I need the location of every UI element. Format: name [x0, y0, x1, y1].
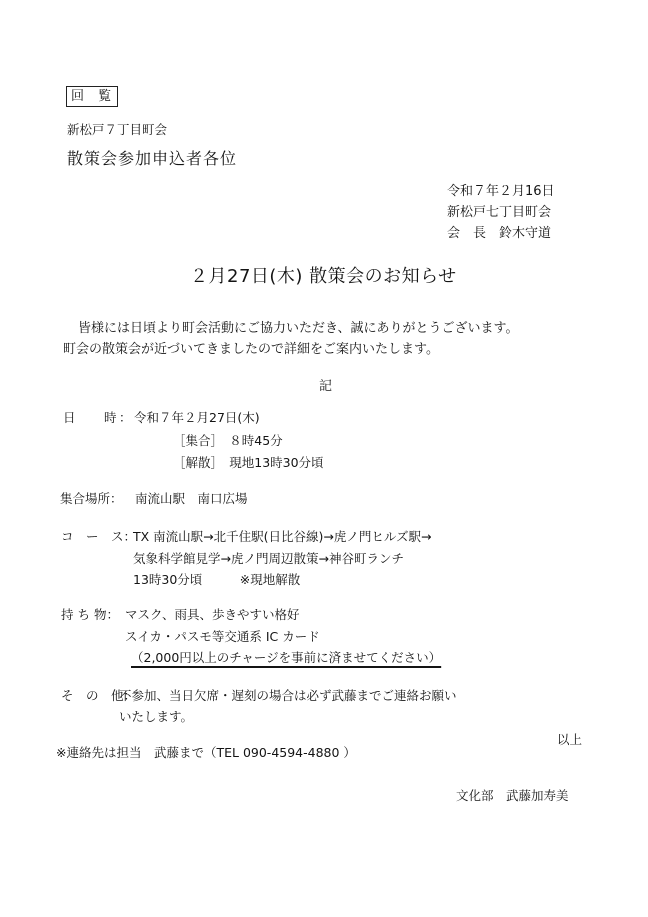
intro-line-2: 町会の散策会が近づいてきましたので詳細をご案内いたします。 [63, 342, 439, 357]
dismiss-time: ［解散］ 現地13時30分頃 [173, 455, 324, 470]
items-charge-note: （2,000円以上のチャージを事前に済ませてください） [131, 650, 442, 665]
intro-line-1: 皆様には日頃より町会活動にご協力いただき、誠にありがとうございます。 [78, 321, 519, 336]
sender-block [447, 181, 555, 244]
datetime-label-a: 日 [63, 410, 76, 425]
course-line-3: 13時30分頃 ※現地解散 [133, 572, 301, 587]
sender-chair: 会 長 鈴木守道 [447, 226, 552, 241]
contact-note: ※連絡先は担当 武藤まで（TEL 090-4594-4880 ） [56, 745, 356, 760]
other-line-2: いたします。 [119, 709, 194, 724]
course-line-2: 気象科学館見学→虎ノ門周辺散策→神谷町ランチ [133, 551, 404, 566]
items-line-1: マスク、雨具、歩きやすい格好 [125, 607, 300, 622]
datetime-value: 令和７年２月27日(木) [134, 410, 260, 425]
meeting-place-label: 集合場所： [60, 491, 123, 506]
course-label: コ ー ス： [61, 529, 137, 544]
other-label: そ の 他： [61, 688, 137, 703]
sender-org: 新松戸七丁目町会 [447, 205, 552, 220]
ki-mark: 記 [319, 379, 333, 394]
datetime-label-b: 時 [104, 410, 117, 425]
addressee: 散策会参加申込者各位 [67, 149, 238, 168]
other-line-1: 不参加、当日欠席・遅刻の場合は必ず武藤までご連絡お願い [119, 688, 457, 703]
ijou-mark: 以上 [557, 732, 583, 747]
meeting-place-value: 南流山駅 南口広場 [135, 491, 248, 506]
datetime-colon: ： [119, 410, 132, 425]
association-name: 新松戸７丁目町会 [67, 122, 168, 137]
items-label: 持 ち 物： [61, 607, 119, 622]
gather-time: ［集合］ ８時45分 [173, 433, 283, 448]
circulation-box: 回 覧 [66, 86, 118, 107]
course-line-1: TX 南流山駅→北千住駅(日比谷線)→虎ノ門ヒルズ駅→ [133, 529, 432, 544]
items-line-2: スイカ・パスモ等交通系 IC カード [125, 629, 320, 644]
signature: 文化部 武藤加寿美 [456, 788, 569, 803]
page-title: ２月27日(木) 散策会のお知らせ [190, 266, 457, 287]
issue-date: 令和７年２月16日 [447, 184, 555, 199]
